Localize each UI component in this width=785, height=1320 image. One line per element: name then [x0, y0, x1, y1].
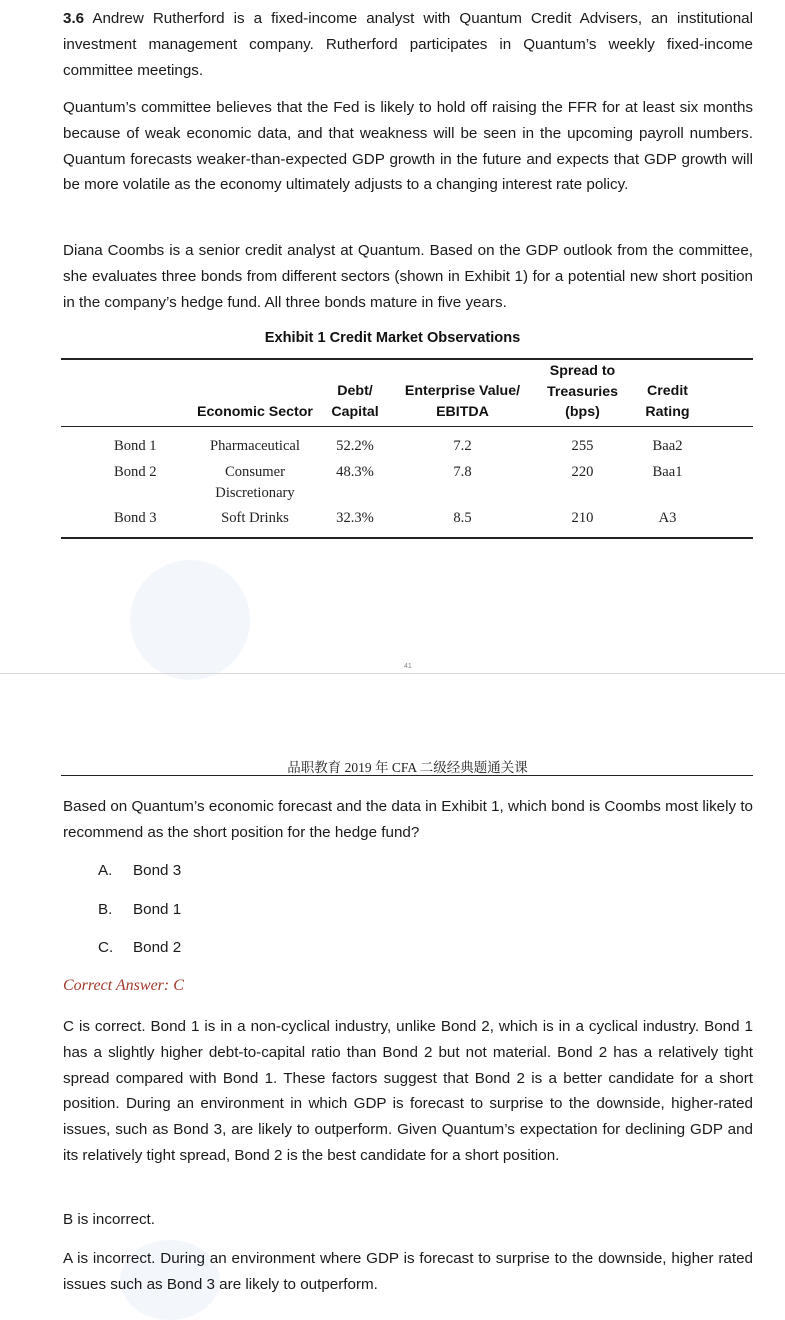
table-header-rule [61, 426, 753, 427]
course-header-rule [61, 775, 753, 776]
table-top-rule [61, 358, 753, 360]
header-spread: Spread to Treasuries (bps) [547, 363, 618, 420]
explanation-a: A is incorrect. During an environment where GDP is forecast to surprise to the downside, higher rated issues such as Bond 3 are likely to outperform. [63, 1250, 753, 1293]
economic-sector: Soft Drinks [221, 510, 289, 526]
option-letter: A. [98, 862, 113, 879]
watermark-shape [130, 560, 250, 680]
debt-capital: 32.3% [336, 510, 374, 526]
page-separator [0, 673, 785, 674]
bond-name: Bond 1 [114, 438, 157, 454]
explanation-b: B is incorrect. [63, 1211, 155, 1228]
question-intro-text: Andrew Rutherford is a fixed-income analyst with Quantum Credit Advisers, an institutional investment management company. Rutherford participates in Quantum’s weekly fixed-income committee meetings. [63, 10, 753, 79]
option-letter: B. [98, 901, 113, 918]
question-number: 3.6 [63, 10, 85, 27]
option-c[interactable] [0, 939, 300, 961]
option-b[interactable] [0, 901, 300, 923]
economic-sector: Consumer Discretionary [215, 464, 295, 501]
question-intro [63, 6, 753, 83]
table-bottom-rule [61, 537, 753, 539]
correct-answer: Correct Answer: C [63, 977, 184, 994]
course-header: 品职教育 2019 年 CFA 二级经典题通关课 [287, 760, 528, 775]
debt-capital: 48.3% [336, 464, 374, 480]
header-economic-sector: Economic Sector [197, 404, 313, 420]
option-text: Bond 2 [133, 939, 182, 956]
spread-bps: 220 [571, 464, 594, 480]
economic-sector: Pharmaceutical [210, 438, 300, 454]
explanation-c: C is correct. Bond 1 is in a non-cyclical industry, unlike Bond 2, which is in a cyclical industry. Bond 1 has a slightly higher debt-to-capital ratio than Bond 2 but not material. Bond 2 has a relatively tight spread compared with Bond 1. These factors suggest that Bond 2 is a better candidate for a short position. During an environment in which GDP is forecast to surprise to the downside, higher-rated issues, such as Bond 3, are likely to outperform. Given Quantum’s expectation for declining GDP and its relatively tight spread, Bond 2 is the best candidate for a short position. [63, 1018, 753, 1164]
option-letter: C. [98, 939, 114, 956]
debt-capital: 52.2% [336, 438, 374, 454]
bond-name: Bond 3 [114, 510, 157, 526]
header-credit-rating: Credit Rating [645, 383, 690, 420]
bond-name: Bond 2 [114, 464, 157, 480]
ev-ebitda: 7.2 [453, 438, 472, 454]
coombs-paragraph: Diana Coombs is a senior credit analyst at Quantum. Based on the GDP outlook from the committee, she evaluates three bonds from different sectors (shown in Exhibit 1) for a potential new short position in the company’s hedge fund. All three bonds mature in five years. [63, 242, 753, 311]
ev-ebitda: 7.8 [453, 464, 472, 480]
credit-rating: Baa2 [652, 438, 683, 454]
page-number: 41 [404, 663, 412, 670]
option-text: Bond 3 [133, 862, 182, 879]
header-debt-capital: Debt/ Capital [331, 383, 379, 420]
credit-rating: A3 [658, 510, 677, 526]
header-ev-ebitda: Enterprise Value/ EBITDA [404, 383, 521, 420]
option-text: Bond 1 [133, 901, 182, 918]
committee-paragraph: Quantum’s committee believes that the Fed is likely to hold off raising the FFR for at least six months because of weak economic data, and that weakness will be seen in the upcoming payroll numbers. Quantum forecasts weaker-than-expected GDP growth in the future and expects that GDP growth will be more volatile as the economy ultimately adjusts to a changing interest rate policy. [63, 99, 753, 194]
credit-rating: Baa1 [652, 464, 683, 480]
question-prompt: Based on Quantum’s economic forecast and the data in Exhibit 1, which bond is Coombs most likely to recommend as the short position for the hedge fund? [63, 798, 753, 841]
option-a[interactable] [0, 862, 300, 884]
spread-bps: 210 [571, 510, 594, 526]
exhibit-title: Exhibit 1 Credit Market Observations [264, 330, 521, 346]
spread-bps: 255 [571, 438, 594, 454]
ev-ebitda: 8.5 [453, 510, 472, 526]
